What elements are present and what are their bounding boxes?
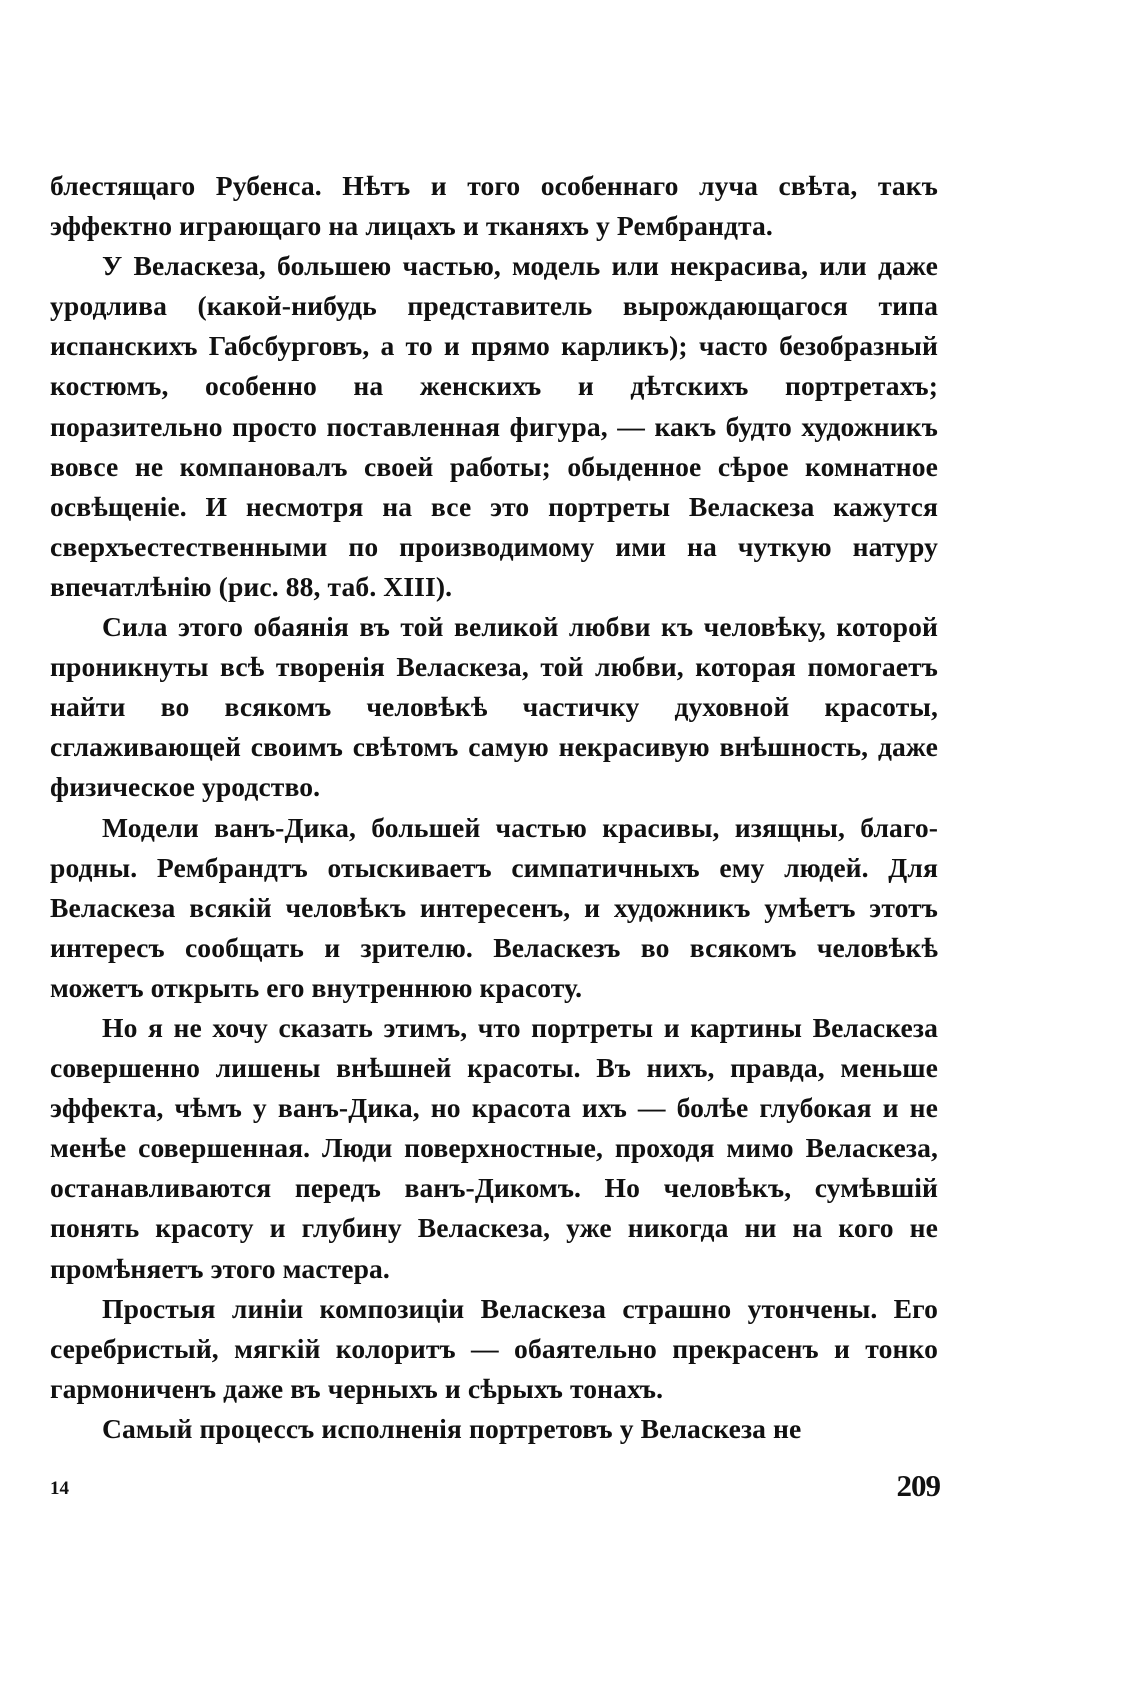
paragraph-process-fragment: Самый процессъ исполненія портретовъ у Веласкеза не xyxy=(102,1412,802,1444)
paragraph-rubens-rembrandt: блестящаго Рубенса. Нѣтъ и того особеннаго луча свѣта, такъ эффектно играющаго на лицахъ и тканяхъ у Рембрандта. xyxy=(50,170,938,242)
paragraph-van-dyck-models: Модели ванъ-Дика, большей частью красивы, изящны, благородны. Рембрандтъ отыскиваетъ симпатичныхъ ему людей. Для Веласкеза всякій человѣкъ интересенъ, и художникъ умѣетъ этотъ интересъ сообщать и зрителю. Веласкезъ во всякомъ человѣкѣ можетъ открыть его внутреннюю красоту. xyxy=(50,811,938,1003)
page-number: 209 xyxy=(896,1468,940,1503)
paragraph-external-beauty: Но я не хочу сказать этимъ, что портреты и картины Веласкеза совершенно лишены внѣшней красоты. Въ нихъ, правда, меньше эффекта, чѣмъ у ванъ-Дика, но красота ихъ — болѣе глубокая и не менѣе совершенная. Люди поверхностные, проходя мимо Веласкеза, останавливаются передъ ванъ-Дикомъ. Но человѣкъ, сумѣвшій понять красоту и глубину Веласкеза, уже никогда ни на кого не промѣняетъ этого мастера. xyxy=(50,1011,938,1284)
paragraph-velazquez-models: У Веласкеза, большею частью, модель или некрасива, или даже уродлива (какой-нибудь представитель вырождающагося типа испанскихъ Габсбурговъ, а то и прямо карликъ); часто безобразный костюмъ, особенно на женскихъ и дѣтскихъ портретахъ; поразительно просто поставленная фигура, — какъ будто художникъ вовсе не компановалъ своей работы; обыденное сѣрое комнатное освѣщеніе. И несмотря на все это портреты Веласкеза кажутся сверхъестественными по производимому ими на чуткую натуру впечатлѣнію (рис. 88, таб. XIII). xyxy=(50,250,938,602)
page-body xyxy=(50,166,938,1449)
signature-mark: 14 xyxy=(50,1478,69,1499)
paragraph-composition-colour: Простыя линіи композиціи Веласкеза страшно утончены. Его серебристый, мягкій колоритъ — обаятельно прекрасенъ и тонко гармониченъ даже въ черныхъ и сѣрыхъ тонахъ. xyxy=(50,1292,938,1404)
paragraph-charm-love: Сила этого обаянія въ той великой любви къ человѣку, которой проникнуты всѣ творенія Веласкеза, той любви, которая помогаетъ найти во всякомъ человѣкѣ частичку духовной красоты, сглаживающей своимъ свѣтомъ самую некрасивую внѣшность, даже физическое уродство. xyxy=(50,611,938,803)
